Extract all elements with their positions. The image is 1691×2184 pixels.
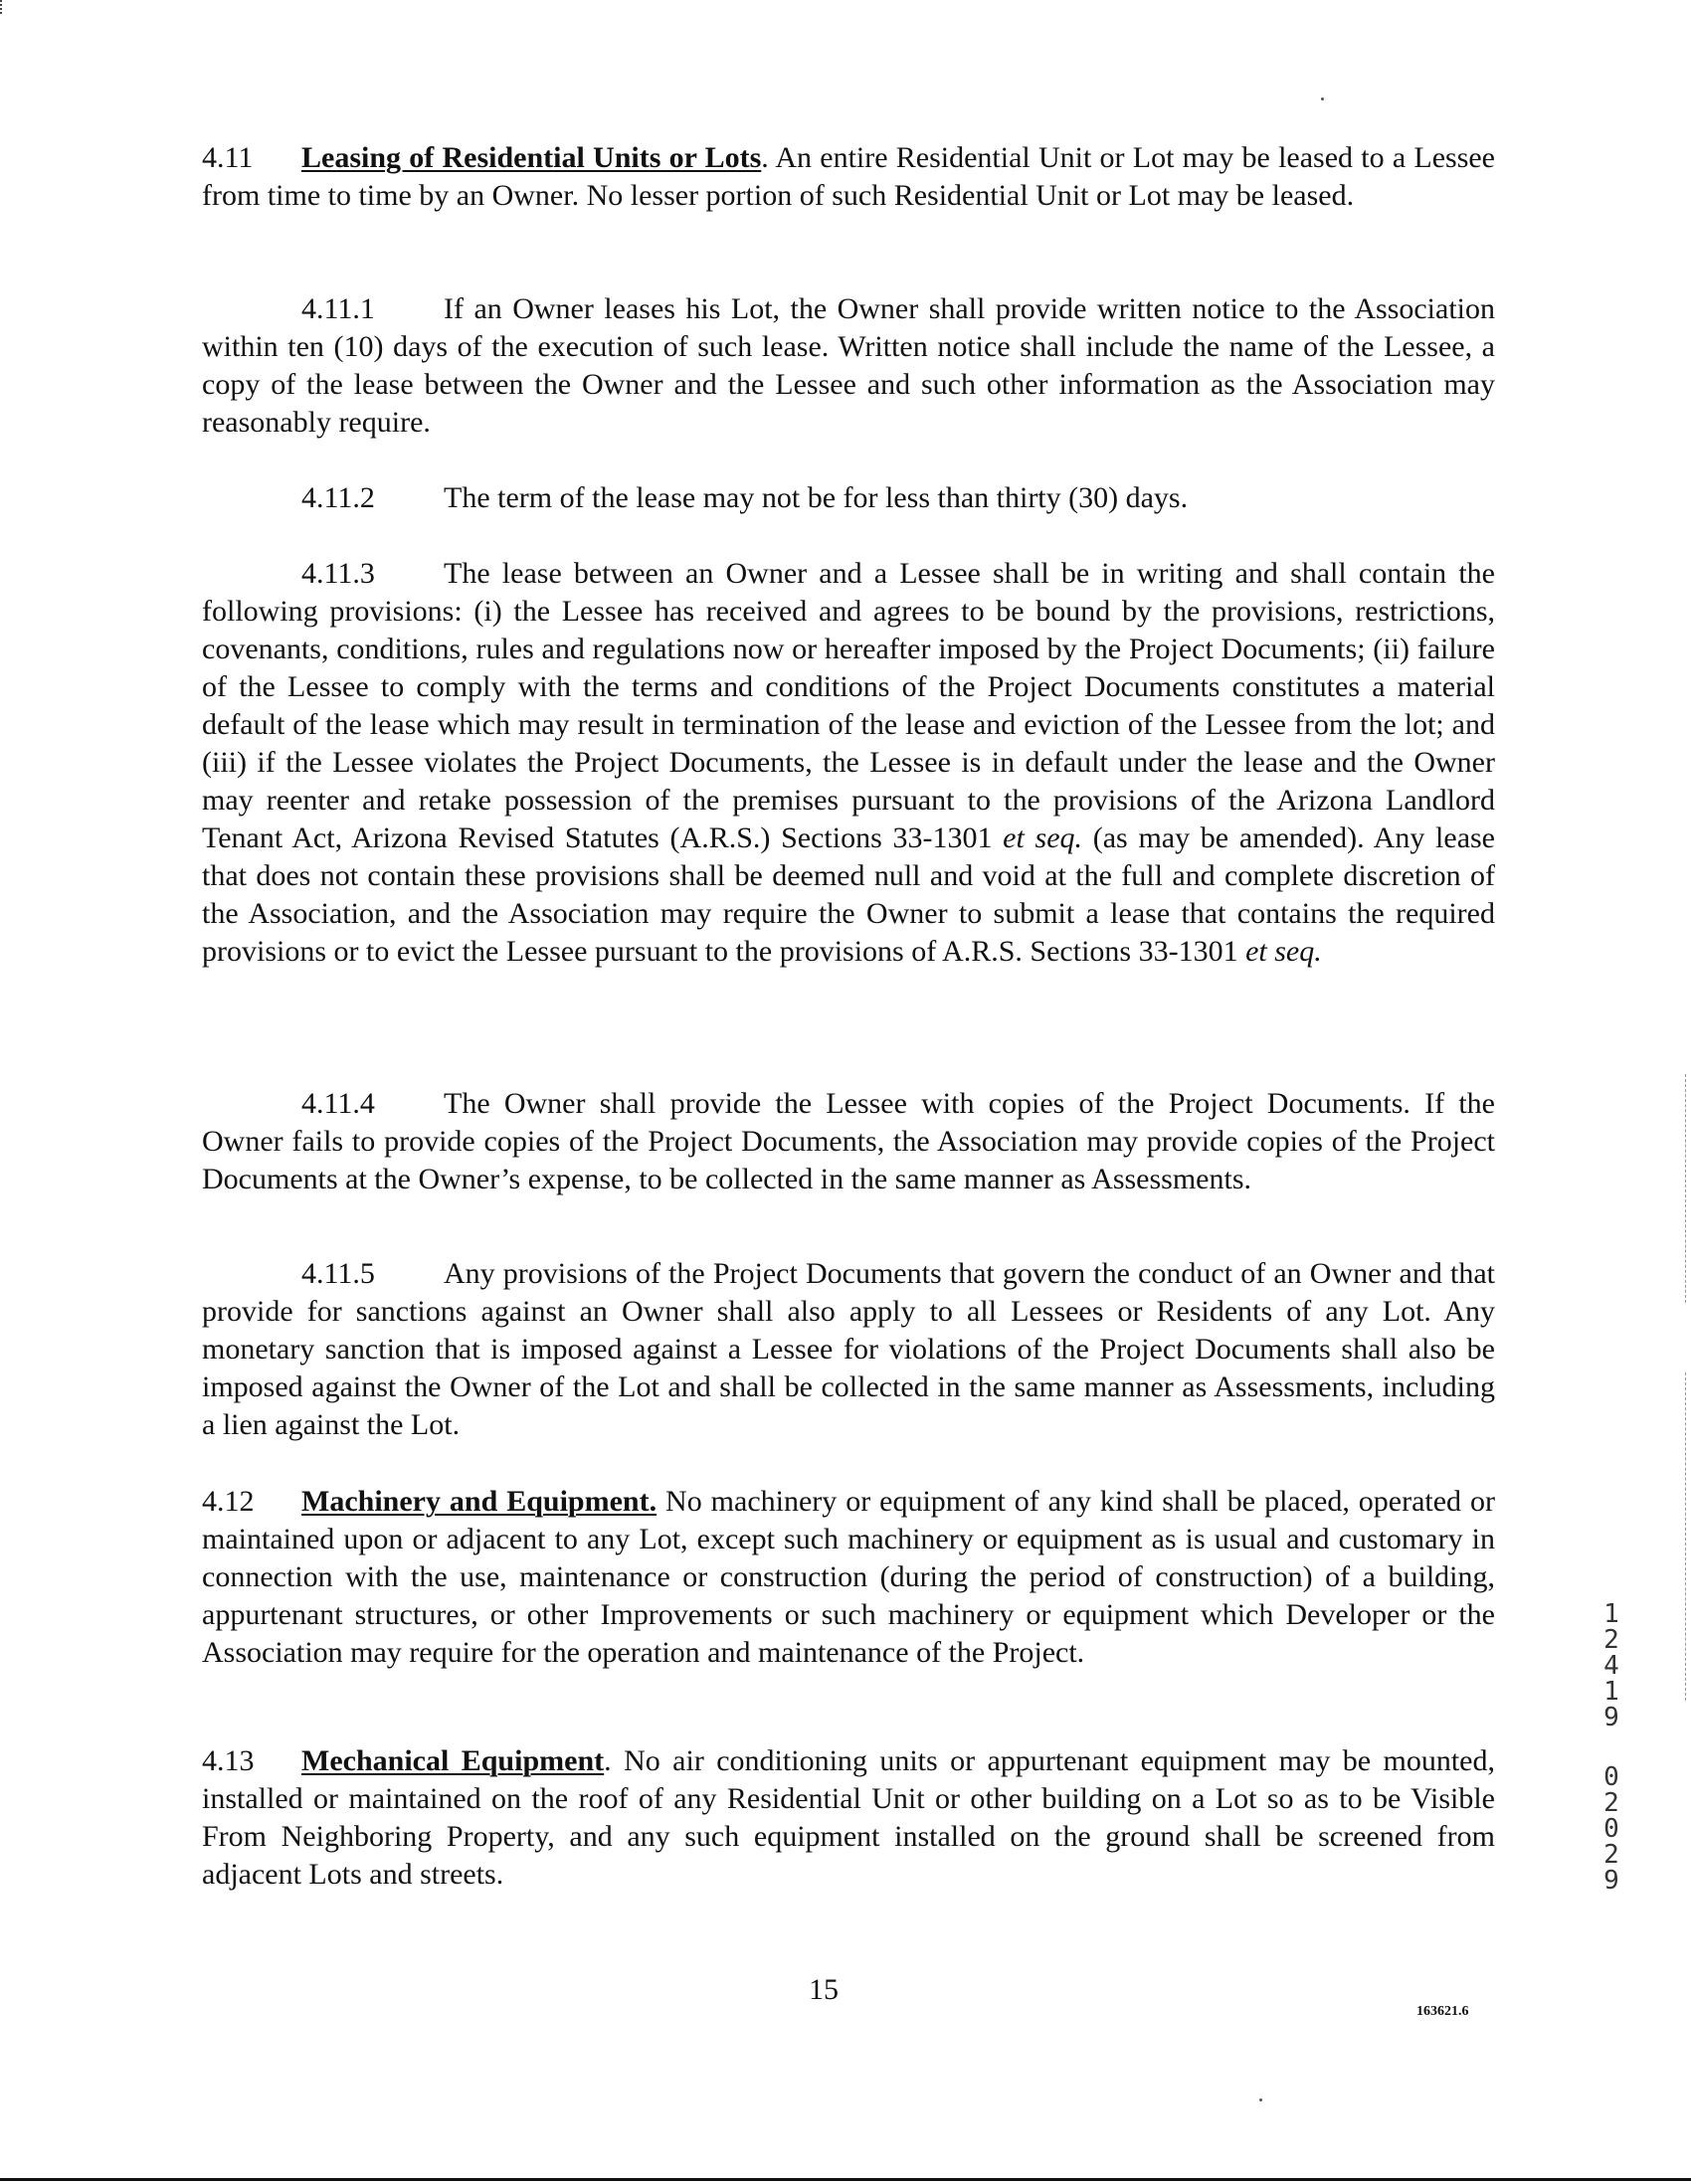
latin-et-seq: et seq. — [1003, 821, 1083, 854]
scan-edge-mark — [1685, 1372, 1686, 1701]
recording-digit: 9 — [1603, 1866, 1619, 1896]
latin-et-seq: et seq. — [1245, 935, 1322, 968]
section-4-11 — [202, 139, 1495, 215]
recording-digit: 9 — [1603, 1703, 1619, 1732]
scan-edge-mark — [1685, 1074, 1686, 1303]
recording-digit: 4 — [1603, 1651, 1619, 1681]
section-body: Any provisions of the Project Documents that govern the conduct of an Owner and that provide for sanctions against an Owner shall also apply to all Lessees or Residents of any Lot. Any monetary sanction that is imposed against a Lessee for violations of the Project Documents shall also be imposed against the Owner of the Lot and shall be collected in the same manner as Assessments, including a lien against the Lot. — [202, 1257, 1495, 1441]
section-number: 4.13 — [202, 1744, 255, 1777]
section-body-part1: The lease between an Owner and a Lessee shall be in writing and shall contain the following provisions: (i) the Lessee has received and agrees to be bound by the provisions, restrictions, covenants, conditions, rules and regulations now or hereafter imposed by the Project Documents; (ii) failure of the Lessee to comply with the terms and conditions of the Project Documents constitutes a material default of the lease which may result in termination of the lease and eviction of the Lessee from the lot; and (iii) if the Lessee violates the Project Documents, the Lessee is in default under the lease and the Owner may reenter and retake possession of the premises pursuant to the provisions of the Arizona Landlord Tenant Act, Arizona Revised Statutes (A.R.S.) Sections 33-1301 — [202, 557, 1495, 854]
section-4-13 — [202, 1742, 1495, 1894]
section-4-11-4 — [202, 1085, 1495, 1198]
section-4-11-3 — [202, 555, 1495, 971]
section-body: If an Owner leases his Lot, the Owner shall provide written notice to the Association within ten (10) days of the execution of such lease. Written notice shall include the name of the Lessee, a copy of the lease between the Owner and the Lessee and such other information as the Association may reasonably require. — [202, 292, 1495, 439]
heading-punctuation: . — [604, 1744, 612, 1777]
recording-digit: 2 — [1603, 1625, 1619, 1655]
section-4-11-1 — [202, 290, 1495, 442]
section-number: 4.12 — [202, 1485, 255, 1518]
section-number: 4.11.2 — [301, 481, 375, 514]
recording-number — [1592, 1601, 1631, 1894]
recording-digit: 0 — [1603, 1762, 1619, 1792]
section-body: The term of the lease may not be for less than thirty (30) days. — [444, 481, 1189, 514]
recording-digit: 1 — [1603, 1677, 1619, 1707]
section-body: No air conditioning units or appurtenant equipment may be mounted, installed or maintained on the roof of any Residential Unit or other building on a Lot so as to be Visible From Neighboring Property, and any such equipment installed on the ground shall be screened from adjacent Lots and streets. — [202, 1744, 1495, 1891]
recording-digit: 0 — [1603, 1814, 1619, 1844]
section-number: 4.11 — [202, 141, 254, 174]
section-body: The Owner shall provide the Lessee with copies of the Project Documents. If the Owner fails to provide copies of the Project Documents, the Association may provide copies of the Project Documents at the Owner’s expense, to be collected in the same manner as Assessments. — [202, 1087, 1495, 1195]
scan-speck — [1259, 2098, 1262, 2101]
section-number: 4.11.4 — [301, 1087, 375, 1120]
section-body: An entire Residential Unit or Lot may be leased to a Lessee from time to time by an Owner. No lesser portion of such Residential Unit or Lot may be leased. — [202, 141, 1495, 212]
page-bottom-edge — [0, 2178, 1691, 2181]
page-number: 15 — [809, 1973, 839, 2006]
section-body-part2: (as may be amended). Any lease that does not contain these provisions shall be deemed null and void at the full and complete discretion of the Association, and the Association may require the Owner to submit a lease that contains the required provisions or to evict the Lessee pursuant to the provisions of A.R.S. Sections 33-1301 — [202, 821, 1495, 968]
section-body: No machinery or equipment of any kind shall be placed, operated or maintained upon or adjacent to any Lot, except such machinery or equipment as is usual and customary in connection with the use, maintenance or construction (during the period of construction) of a building, appurtenant structures, or other Improvements or such machinery or equipment which Developer or the Association may require for the operation and maintenance of the Project. — [202, 1485, 1495, 1669]
recording-digit: 2 — [1603, 1788, 1619, 1818]
section-heading: Machinery and Equipment. — [301, 1485, 658, 1518]
recording-digit: 2 — [1603, 1840, 1619, 1870]
section-number: 4.11.1 — [301, 292, 375, 325]
document-code: 163621.6 — [1416, 2004, 1469, 2019]
scan-speck — [1321, 97, 1324, 100]
section-4-12 — [202, 1483, 1495, 1672]
section-4-11-5 — [202, 1255, 1495, 1444]
section-heading: Leasing of Residential Units or Lots — [301, 141, 762, 174]
section-number: 4.11.3 — [301, 557, 375, 590]
section-heading: Mechanical Equipment — [301, 1744, 605, 1777]
section-4-11-2 — [202, 479, 1495, 517]
scan-margin-mark — [0, 0, 5, 14]
heading-punctuation: . — [761, 141, 769, 174]
recording-digit: 1 — [1603, 1599, 1619, 1629]
section-number: 4.11.5 — [301, 1257, 375, 1290]
